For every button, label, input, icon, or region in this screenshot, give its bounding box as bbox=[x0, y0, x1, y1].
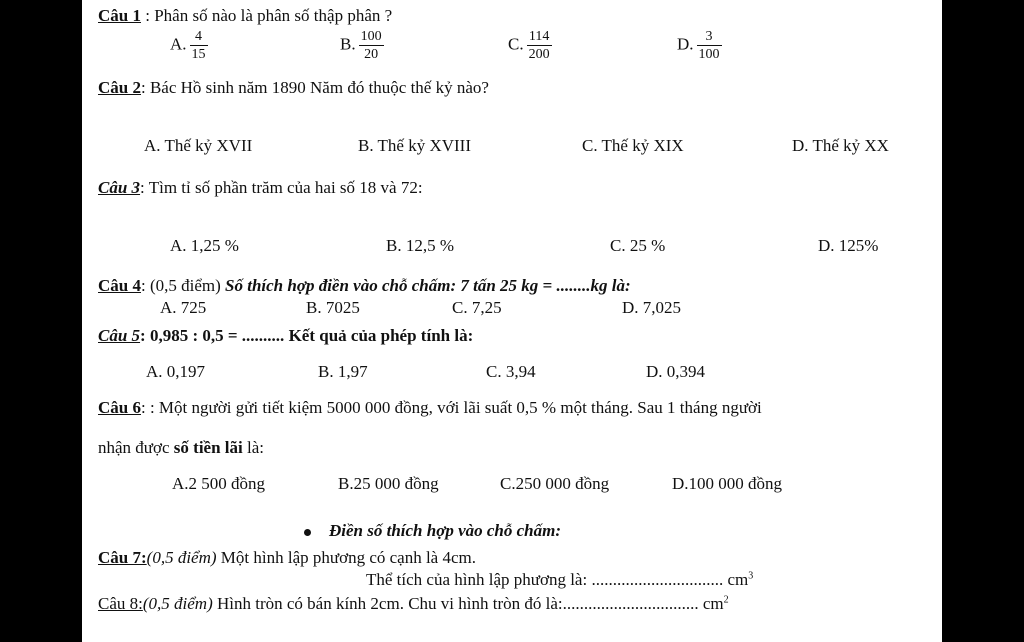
q5-option-d: D. 0,394 bbox=[646, 362, 706, 381]
question-label: Câu 1 bbox=[98, 6, 141, 25]
question-1 bbox=[98, 6, 392, 26]
q6-option-d: D.100 000 đồng bbox=[672, 474, 783, 493]
question-text-bold: số tiền lãi bbox=[173, 438, 243, 457]
question-points: (0,5 điểm) bbox=[142, 594, 213, 613]
question-label: Câu 3 bbox=[98, 178, 141, 197]
question-text-line1: : : Một người gửi tiết kiệm 5000 000 đồng, với lãi suất 0,5 % một tháng. Sau 1 tháng người bbox=[140, 398, 762, 417]
question-5 bbox=[98, 326, 473, 346]
q4-option-d: D. 7,025 bbox=[622, 298, 682, 317]
q6-option-a: A.2 500 đồng bbox=[172, 474, 266, 493]
question-text: Kết quả của phép tính là: bbox=[288, 326, 474, 345]
question-label: Câu 7: bbox=[98, 548, 147, 567]
numerator: 4 bbox=[190, 28, 208, 46]
question-text: Một hình lập phương có cạnh là 4cm. bbox=[216, 548, 476, 567]
question-text: : Tìm tỉ số phần trăm của hai số 18 và 72: bbox=[140, 178, 423, 197]
q1-option-d bbox=[677, 28, 722, 63]
numerator: 3 bbox=[697, 28, 722, 46]
denominator: 15 bbox=[191, 47, 206, 62]
question-7 bbox=[98, 548, 476, 568]
question-text: nhận được bbox=[98, 438, 174, 457]
option-letter: B. bbox=[340, 34, 356, 54]
section-heading-text: Điền số thích hợp vào chỗ chấm: bbox=[329, 521, 562, 540]
q3-option-d: D. 125% bbox=[818, 236, 879, 255]
unit-superscript: 2 bbox=[723, 594, 729, 606]
q2-option-b: B. Thế kỷ XVIII bbox=[358, 136, 471, 155]
question-text: Số thích hợp điền vào chỗ chấm: 7 tấn 25 kg = ........kg là: bbox=[225, 276, 631, 295]
q1-option-a bbox=[170, 28, 208, 63]
worksheet-page bbox=[82, 0, 942, 642]
question-text: : Bác Hồ sinh năm 1890 Năm đó thuộc thế kỷ nào? bbox=[140, 78, 489, 97]
denominator: 20 bbox=[364, 47, 379, 62]
question-label: Câu 8: bbox=[98, 594, 143, 613]
fraction bbox=[359, 28, 384, 63]
q3-option-b: B. 12,5 % bbox=[386, 236, 454, 255]
q2-option-a: A. Thế kỷ XVII bbox=[144, 136, 253, 155]
q3-option-c: C. 25 % bbox=[610, 236, 666, 255]
numerator: 114 bbox=[527, 28, 552, 46]
question-7-line2 bbox=[366, 570, 753, 590]
question-text: Thể tích của hình lập phương là: ............................... bbox=[366, 570, 724, 589]
question-text: Hình tròn có bán kính 2cm. Chu vi hình tròn đó là:................................ bbox=[212, 594, 699, 613]
question-label: Câu 4 bbox=[98, 276, 141, 295]
question-8 bbox=[98, 594, 729, 614]
question-label: Câu 2 bbox=[98, 78, 141, 97]
q5-option-c: C. 3,94 bbox=[486, 362, 536, 381]
q2-option-c: C. Thế kỷ XIX bbox=[582, 136, 684, 155]
option-letter: D. bbox=[677, 34, 694, 54]
question-2 bbox=[98, 78, 489, 98]
q5-option-a: A. 0,197 bbox=[146, 362, 206, 381]
numerator: 100 bbox=[360, 29, 382, 44]
bullet-icon bbox=[304, 529, 311, 536]
question-3 bbox=[98, 178, 423, 198]
question-points: : (0,5 điểm) bbox=[140, 276, 221, 295]
unit-text: cm bbox=[727, 570, 749, 589]
question-label: Câu 6 bbox=[98, 398, 141, 417]
q1-option-c bbox=[508, 28, 552, 63]
unit bbox=[703, 594, 729, 613]
denominator: 200 bbox=[528, 47, 550, 62]
q2-option-d: D. Thế kỷ XX bbox=[792, 136, 889, 155]
option-letter: C. bbox=[508, 34, 524, 54]
q4-option-a: A. 725 bbox=[160, 298, 207, 317]
question-6-line2 bbox=[98, 438, 264, 458]
question-text: : Phân số nào là phân số thập phân ? bbox=[145, 6, 393, 25]
section-heading bbox=[304, 521, 561, 541]
question-text: là: bbox=[242, 438, 264, 457]
q4-option-c: C. 7,25 bbox=[452, 298, 502, 317]
question-4 bbox=[98, 276, 631, 296]
unit bbox=[727, 570, 753, 589]
question-expression: : 0,985 : 0,5 = .......... bbox=[140, 326, 285, 345]
q6-option-b: B.25 000 đồng bbox=[338, 474, 439, 493]
denominator: 100 bbox=[698, 47, 720, 62]
fraction bbox=[697, 28, 722, 63]
unit-superscript: 3 bbox=[748, 570, 754, 582]
question-label: Câu 5 bbox=[98, 326, 141, 345]
fraction bbox=[190, 28, 208, 63]
question-points: (0,5 điểm) bbox=[146, 548, 217, 567]
q4-option-b: B. 7025 bbox=[306, 298, 360, 317]
option-letter: A. bbox=[170, 34, 187, 54]
unit-text: cm bbox=[702, 594, 724, 613]
q6-option-c: C.250 000 đồng bbox=[500, 474, 610, 493]
q1-option-b bbox=[340, 28, 384, 63]
q3-option-a: A. 1,25 % bbox=[170, 236, 239, 255]
fraction bbox=[527, 28, 552, 63]
q5-option-b: B. 1,97 bbox=[318, 362, 368, 381]
question-6 bbox=[98, 398, 762, 418]
